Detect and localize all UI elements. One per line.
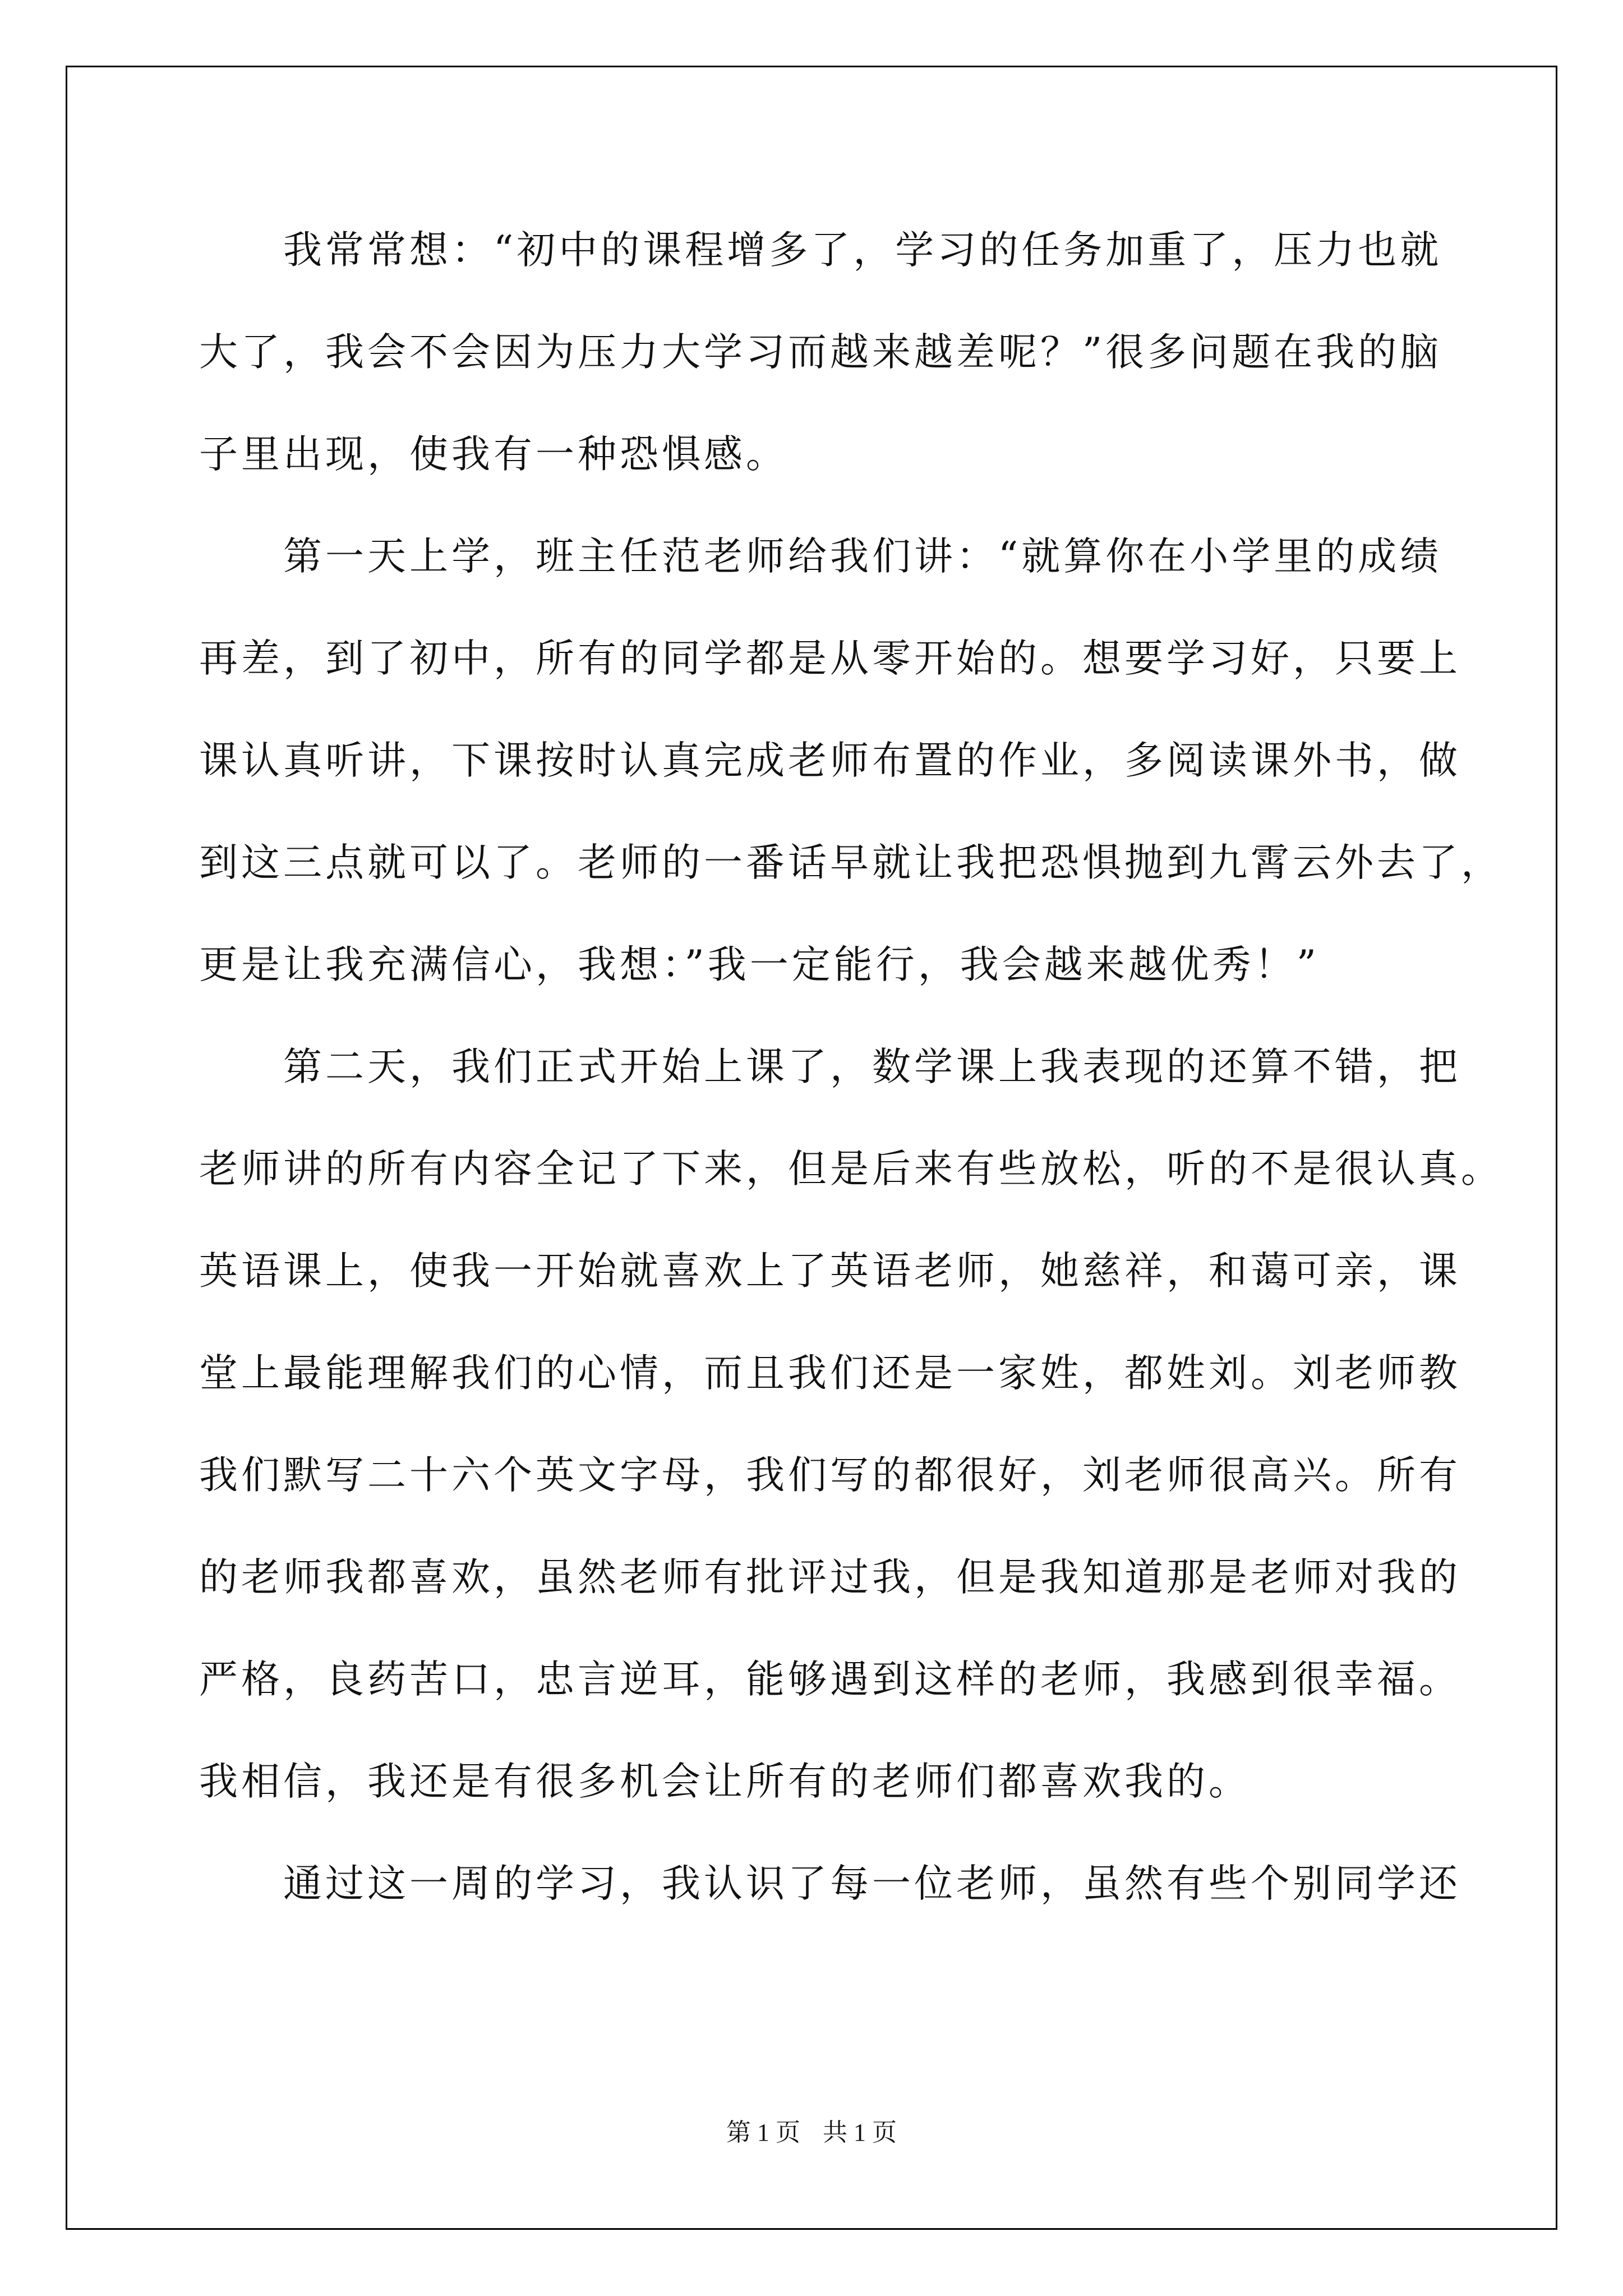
text-line: 课认真听讲，下课按时认真完成老师布置的作业，多阅读课外书，做 bbox=[199, 738, 1461, 783]
page-total: 共 1 页 bbox=[823, 2119, 897, 2146]
paragraph-1 bbox=[199, 199, 1467, 505]
text-line: 严格，良药苦口，忠言逆耳，能够遇到这样的老师，我感到很幸福。 bbox=[199, 1657, 1461, 1702]
text-line: 老师讲的所有内容全记了下来，但是后来有些放松，听的不是很认真。 bbox=[199, 1147, 1503, 1191]
text-line: 到这三点就可以了。老师的一番话早就让我把恐惧抛到九霄云外去了， bbox=[199, 840, 1503, 885]
paragraph-3 bbox=[199, 1016, 1503, 1833]
text-line: 的老师我都喜欢，虽然老师有批评过我，但是我知道那是老师对我的 bbox=[199, 1555, 1461, 1600]
text-line: 我们默写二十六个英文字母，我们写的都很好，刘老师很高兴。所有 bbox=[199, 1453, 1461, 1498]
text-line: 我相信，我还是有很多机会让所有的老师们都喜欢我的。 bbox=[199, 1759, 1251, 1804]
text-line: 更是让我充满信心，我想：”我一定能行，我会越来越优秀！” bbox=[199, 942, 1320, 987]
paragraph-2 bbox=[199, 505, 1503, 1016]
text-line: 堂上最能理解我们的心情，而且我们还是一家姓，都姓刘。刘老师教 bbox=[199, 1351, 1461, 1396]
text-line: 第二天，我们正式开始上课了，数学课上我表现的还算不错，把 bbox=[283, 1045, 1461, 1089]
page-number: 第 1 页 bbox=[726, 2119, 800, 2146]
paragraph-4 bbox=[199, 1833, 1467, 1935]
text-line: 通过这一周的学习，我认识了每一位老师，虽然有些个别同学还 bbox=[283, 1861, 1461, 1906]
text-line: 第一天上学，班主任范老师给我们讲：“就算你在小学里的成绩 bbox=[283, 534, 1442, 579]
text-line: 英语课上，使我一开始就喜欢上了英语老师，她慈祥，和蔼可亲，课 bbox=[199, 1249, 1461, 1294]
text-line: 再差，到了初中，所有的同学都是从零开始的。想要学习好，只要上 bbox=[199, 636, 1461, 681]
text-line: 我常常想：“初中的课程增多了，学习的任务加重了，压力也就 bbox=[283, 228, 1442, 273]
text-line: 大了，我会不会因为压力大学习而越来越差呢？”很多问题在我的脑 bbox=[199, 330, 1442, 375]
page-footer bbox=[0, 2112, 1623, 2148]
document-body bbox=[199, 199, 1503, 1935]
text-line: 子里出现，使我有一种恐惧感。 bbox=[199, 432, 788, 477]
